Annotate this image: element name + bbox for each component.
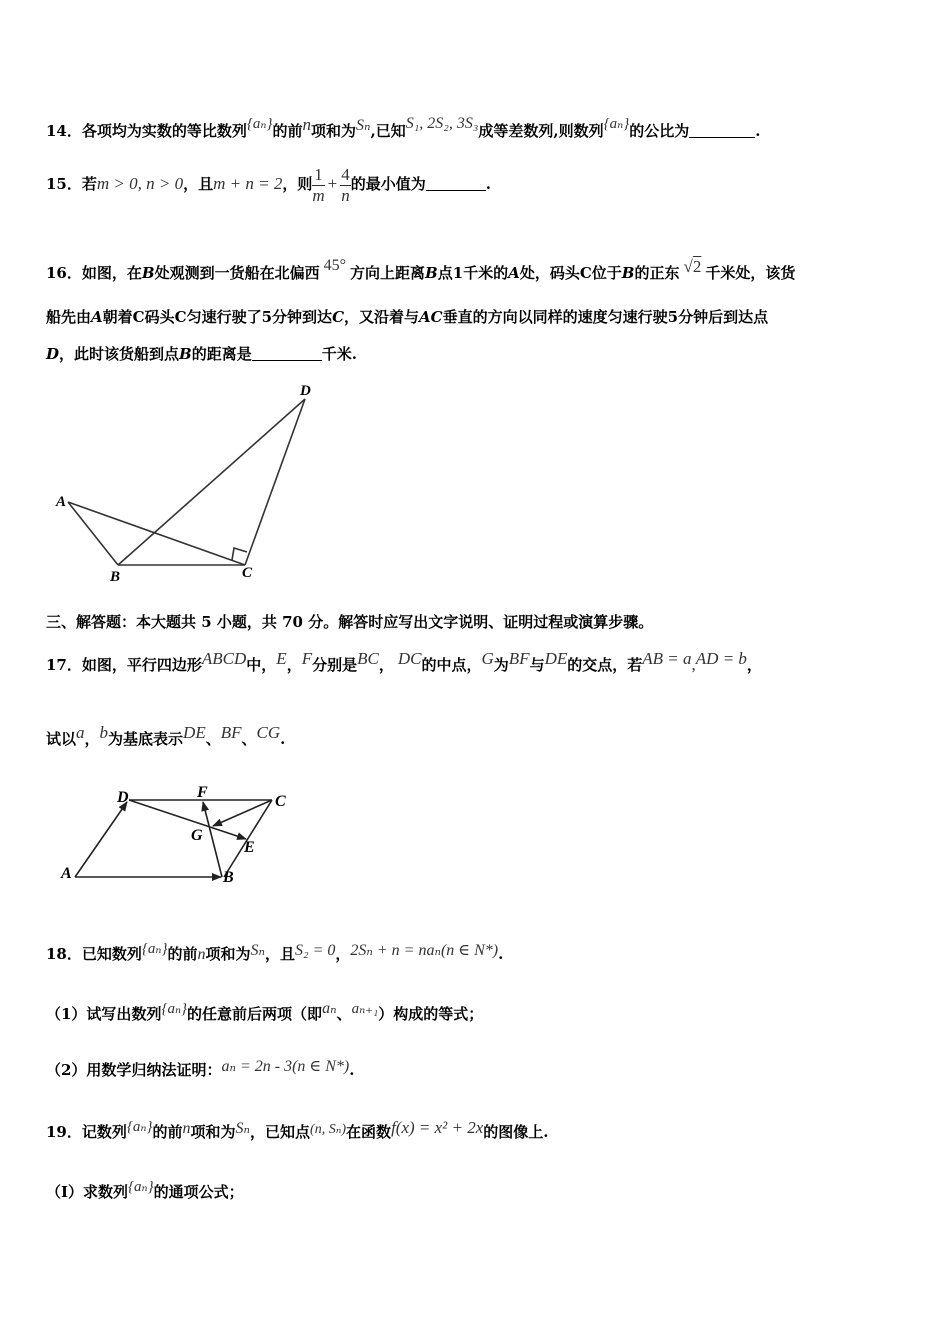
math-sequence: {aₙ} <box>128 1179 154 1195</box>
math-domain: (n ∈ N*) <box>292 1058 350 1075</box>
math-e: E <box>276 649 287 668</box>
fraction-1-over-m <box>312 165 324 206</box>
question-14 <box>46 113 760 142</box>
label-g: G <box>191 827 203 844</box>
text: （2）用数学归纳法证明： <box>46 1061 222 1079</box>
text: 分钟到达 <box>272 308 333 326</box>
numerator: 4 <box>341 164 350 184</box>
label-d: D <box>300 383 311 399</box>
point-text: n, Sₙ <box>314 1122 342 1137</box>
question-18-part-1 <box>46 998 483 1025</box>
text: 码头 <box>144 308 175 326</box>
text: 、 <box>205 730 221 748</box>
math-n: n <box>182 1120 191 1137</box>
point-a: A <box>508 264 520 282</box>
text: 的最小值为 <box>350 175 426 193</box>
question-19 <box>46 1116 549 1143</box>
question-18-part-2 <box>46 1056 354 1081</box>
text: . <box>280 730 286 748</box>
question-number: 14． <box>46 122 82 140</box>
math-sequence: {aₙ} <box>141 941 168 957</box>
text: 项和为 <box>205 945 251 963</box>
text: 处，码头 <box>519 264 580 282</box>
math-an-plus-1: aₙ₊₁ <box>351 1001 379 1017</box>
text: 处观测到一货船在北偏西 <box>154 264 320 282</box>
seq-term: aₙ <box>147 941 162 957</box>
math-n: n <box>197 946 206 963</box>
point-c: C <box>132 308 145 326</box>
question-number: 15． <box>46 175 82 193</box>
text: 千米的 <box>463 264 509 282</box>
answer-blank[interactable] <box>689 123 755 138</box>
math-f: F <box>301 649 313 668</box>
text: 千米处，该货 <box>705 264 796 282</box>
text: ， <box>746 656 762 674</box>
question-number: 18． <box>46 945 82 963</box>
text: 的前 <box>167 945 198 963</box>
section-3-heading: 三、解答题：本大题共 5 小题，共 70 分。解答时应写出文字说明、证明过程或演算步骤。 <box>46 613 654 631</box>
text: ，此时该货船到点 <box>59 345 180 363</box>
math-b: b <box>99 723 109 742</box>
text: 、 <box>336 1005 352 1023</box>
radicand: 2 <box>692 257 702 276</box>
domain-text: n ∈ N* <box>297 1058 344 1075</box>
text: 垂直的方向以同样的速度匀速行驶 <box>442 308 668 326</box>
text: ,已知 <box>370 122 406 140</box>
math-abcd: ABCD <box>201 649 247 668</box>
question-19-part-1 <box>46 1176 244 1203</box>
math-ad-equals-b: AD = b <box>695 649 747 668</box>
text: . <box>349 1061 355 1079</box>
math-sequence: {aₙ} <box>126 1119 153 1135</box>
text: 如图，在 <box>81 264 142 282</box>
math-point: (n, Sₙ) <box>310 1122 347 1137</box>
text: 在函数 <box>346 1123 392 1141</box>
text: 若 <box>81 175 97 193</box>
text: 的任意前后两项（即 <box>187 1005 323 1023</box>
text: 分钟后到达点 <box>678 308 769 326</box>
denominator: n <box>341 185 350 205</box>
point-c: C <box>174 308 187 326</box>
text: 为 <box>493 656 509 674</box>
text: ）构成的等式； <box>378 1005 484 1023</box>
number: 5 <box>261 308 273 326</box>
point-b: B <box>179 345 192 363</box>
text: 方向上距离 <box>350 264 426 282</box>
math-de: DE <box>183 723 206 742</box>
text: 中， <box>246 656 277 674</box>
text: 的距离是 <box>191 345 252 363</box>
segment-ac <box>68 502 245 565</box>
seq-term: aₙ <box>134 1179 148 1195</box>
number: 5 <box>667 308 679 326</box>
text: ，又沿着与 <box>344 308 420 326</box>
text: ， <box>335 945 351 963</box>
math-de: DE <box>544 649 568 668</box>
text: 成等差数列,则数列 <box>478 122 604 140</box>
text: . <box>485 175 492 193</box>
label-b: B <box>223 869 234 886</box>
text: 的图像上. <box>483 1123 549 1141</box>
math-sn: Sₙ <box>235 1120 250 1137</box>
plus-sign: + <box>327 174 338 193</box>
text: ， <box>84 730 100 748</box>
point-b: B <box>141 264 155 282</box>
text: ， <box>378 656 394 674</box>
answer-blank[interactable] <box>252 346 322 361</box>
math-angle: 45° <box>323 257 346 274</box>
question-number: 17． <box>46 656 82 674</box>
text: ，已知点 <box>250 1123 311 1141</box>
text: 朝着 <box>102 308 133 326</box>
text: ，且 <box>265 945 296 963</box>
seq-term: aₙ <box>167 1001 182 1017</box>
text: ， <box>286 656 302 674</box>
question-15 <box>46 162 491 206</box>
label-d: D <box>117 789 129 806</box>
text: 的中点， <box>421 656 482 674</box>
math-a: a <box>76 723 85 742</box>
vector-ad <box>75 802 127 877</box>
math-n: n <box>302 115 311 134</box>
question-16-line-2 <box>46 306 768 328</box>
label-e: E <box>244 839 255 856</box>
math-domain: (n ∈ N*) <box>440 942 499 959</box>
text: 为基底表示 <box>108 730 184 748</box>
text: （Ⅰ）求数列 <box>46 1183 129 1201</box>
math-an-formula: aₙ = 2n - 3 <box>221 1058 293 1075</box>
text: 的前 <box>152 1123 183 1141</box>
text: 、 <box>241 730 257 748</box>
text: （1）试写出数列 <box>46 1005 162 1023</box>
label-f: F <box>197 784 208 801</box>
text: 船先由 <box>46 308 92 326</box>
point-b: B <box>621 264 635 282</box>
math-bf: BF <box>220 723 242 742</box>
label-b: B <box>110 569 121 585</box>
text: ，则 <box>282 175 313 193</box>
text: 匀速行驶了 <box>186 308 262 326</box>
text: . <box>755 122 761 140</box>
text: ，且 <box>183 175 214 193</box>
point-c: C <box>579 264 592 282</box>
text: 项和为 <box>310 122 356 140</box>
point-d: D <box>46 345 60 363</box>
text: 的公比为 <box>629 122 690 140</box>
math-bc: BC <box>357 649 379 668</box>
text: 的交点，若 <box>567 656 643 674</box>
math-condition: m + n = 2 <box>213 174 283 193</box>
math-bf: BF <box>508 649 530 668</box>
numerator: 1 <box>314 164 323 184</box>
label-a: A <box>61 865 72 882</box>
domain-text: n ∈ N* <box>446 942 493 959</box>
question-16-line-3 <box>46 343 357 365</box>
math-sn: Sₙ <box>250 942 265 959</box>
text: 位于 <box>591 264 622 282</box>
number: 1 <box>452 264 464 282</box>
text: 千米. <box>321 345 357 363</box>
label-c: C <box>275 793 286 810</box>
text: 记数列 <box>81 1123 127 1141</box>
text: 点 <box>437 264 453 282</box>
question-16-line-1 <box>46 255 795 284</box>
fraction-4-over-n <box>340 165 351 206</box>
point-a: A <box>91 308 103 326</box>
text: 的通项公式； <box>153 1183 244 1201</box>
figure-q16-triangle <box>40 375 340 590</box>
segment-cd <box>245 399 305 565</box>
text: 项和为 <box>190 1123 236 1141</box>
segment-ac: AC <box>419 308 443 326</box>
math-ab-equals-a: AB = a <box>642 649 692 668</box>
math-an: aₙ <box>322 1000 337 1017</box>
question-number: 19． <box>46 1123 82 1141</box>
math-g: G <box>481 649 494 668</box>
text: 已知数列 <box>81 945 142 963</box>
question-17-line-1 <box>46 648 762 676</box>
vector-bf <box>203 802 222 877</box>
text: . <box>498 945 504 963</box>
math-sequence: {aₙ} <box>161 1001 188 1017</box>
math-sequence: {aₙ} <box>246 116 273 132</box>
text: 分别是 <box>312 656 358 674</box>
math-equation: 2Sₙ + n = naₙ <box>350 942 441 959</box>
right-angle-mark <box>232 548 247 560</box>
seq-term: aₙ <box>132 1119 147 1135</box>
text: 试以 <box>46 730 77 748</box>
point-c: C <box>332 308 345 326</box>
text: 的正东 <box>634 264 680 282</box>
point-b: B <box>425 264 438 282</box>
math-dc: DC <box>397 649 422 668</box>
math-sqrt-2: √2 <box>683 257 702 276</box>
text: 与 <box>529 656 545 674</box>
question-number: 16． <box>46 264 82 282</box>
figure-q17-parallelogram <box>55 780 305 890</box>
math-sequence: {aₙ} <box>603 116 630 132</box>
math-sn: Sₙ <box>356 117 371 134</box>
math-condition: m > 0, n > 0 <box>96 174 184 193</box>
text: 的前 <box>272 122 303 140</box>
question-18 <box>46 938 503 966</box>
label-c: C <box>242 565 253 581</box>
math-condition: S₁, 2S₂, 3S₃ <box>405 115 479 132</box>
text: , <box>691 655 696 674</box>
label-a: A <box>56 494 67 510</box>
denominator: m <box>312 185 325 205</box>
text: 各项均为实数的等比数列 <box>81 122 247 140</box>
question-17-line-2 <box>46 722 285 750</box>
math-function: f(x) = x² + 2x <box>391 1118 484 1137</box>
text: 如图，平行四边形 <box>81 656 202 674</box>
math-s2-equals-0: S₂ = 0 <box>295 942 336 959</box>
math-cg: CG <box>256 723 281 742</box>
answer-blank[interactable] <box>426 176 486 191</box>
segment-bd <box>118 399 305 565</box>
